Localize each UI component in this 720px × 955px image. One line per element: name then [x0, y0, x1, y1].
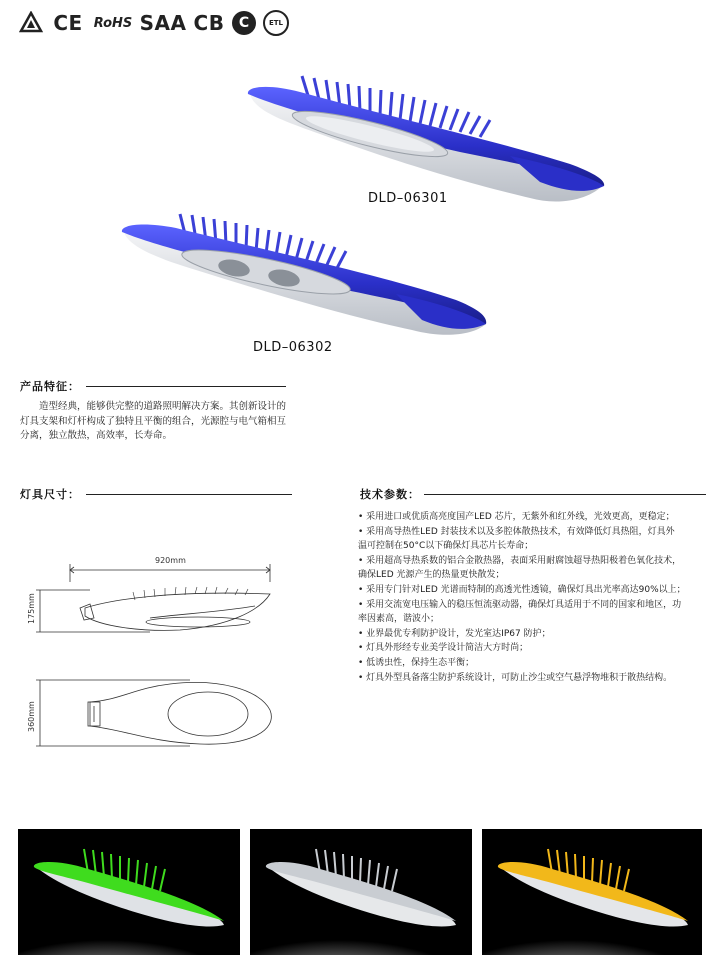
variant-photo-green	[18, 829, 240, 955]
product-image-dld06302	[116, 210, 492, 340]
spec-item: • 采用高导热性LED 封装技术以及多腔体散热技术，有效降低灯具热阻，灯具外	[358, 526, 675, 537]
dimension-width: 360mm	[27, 701, 36, 732]
spec-item: • 采用进口或优质高亮度国产LED 芯片，无紫外和红外线，光效更高，更稳定；	[358, 512, 675, 522]
spec-item: • 采用交流宽电压输入的稳压恒流驱动器，确保灯具适用于不同的国家和地区，功	[358, 599, 682, 610]
rohs-mark: RoHS	[93, 15, 133, 31]
c-tick-icon	[230, 8, 258, 38]
spec-item: • 灯具外形经专业美学设计简洁大方时尚；	[358, 643, 529, 654]
spec-item: • 采用超高导热系数的铝合金散热器，表面采用耐腐蚀超导热阳极着色氧化技术，	[358, 555, 682, 566]
spec-item: • 灯具外型具备落尘防护系统设计，可防止沙尘或空气悬浮物堆积于散热结构。	[358, 672, 673, 683]
dimension-length: 920mm	[155, 556, 186, 565]
dimension-height: 175mm	[27, 593, 36, 624]
spec-item: • 低诱虫性，保持生态平衡；	[358, 657, 475, 668]
dimensions-title: 灯具尺寸：	[20, 488, 80, 501]
spec-item: 温可控制在50°C以下确保灯具芯片长寿命；	[358, 541, 534, 552]
tech-spec-list	[358, 510, 710, 685]
dimensions-divider	[86, 494, 292, 495]
c-tick-mark: C	[232, 11, 256, 35]
saa-mark: SAA	[139, 11, 187, 35]
features-text: 造型经典，能够供完整的道路照明解决方案。其创新设计的灯具支架和灯杆构成了独特且平衡的组合，光源腔与电气箱相互分离，独立散热，高效率，长寿命。	[20, 401, 287, 441]
triangle-certification-icon	[18, 8, 44, 38]
features-divider	[86, 386, 286, 387]
etl-icon	[262, 8, 290, 38]
cb-mark: CB	[193, 11, 225, 35]
dimension-drawing	[30, 560, 280, 760]
variant-photo-yellow	[482, 829, 702, 955]
etl-mark: ETL	[263, 10, 289, 36]
model-label-06302: DLD–06302	[253, 340, 333, 355]
spec-item: 确保LED 光源产生的热量更快散发；	[358, 570, 505, 581]
spec-item: • 采用专门针对LED 光谱而特制的高透光性透镜，确保灯具出光率高达90%以上；	[358, 584, 686, 595]
features-title: 产品特征：	[20, 380, 80, 393]
spec-item: • 业界最优专利防护设计，发光室达IP67 防护；	[358, 628, 551, 639]
model-label-06301: DLD–06301	[368, 191, 448, 206]
variant-photo-silver	[250, 829, 472, 955]
ce-mark: CE	[53, 11, 83, 35]
spec-item: 率因素高，谐波小；	[358, 614, 440, 625]
tech-title: 技术参数：	[360, 488, 420, 501]
tech-divider	[424, 494, 706, 495]
product-image-dld06301	[240, 72, 612, 210]
